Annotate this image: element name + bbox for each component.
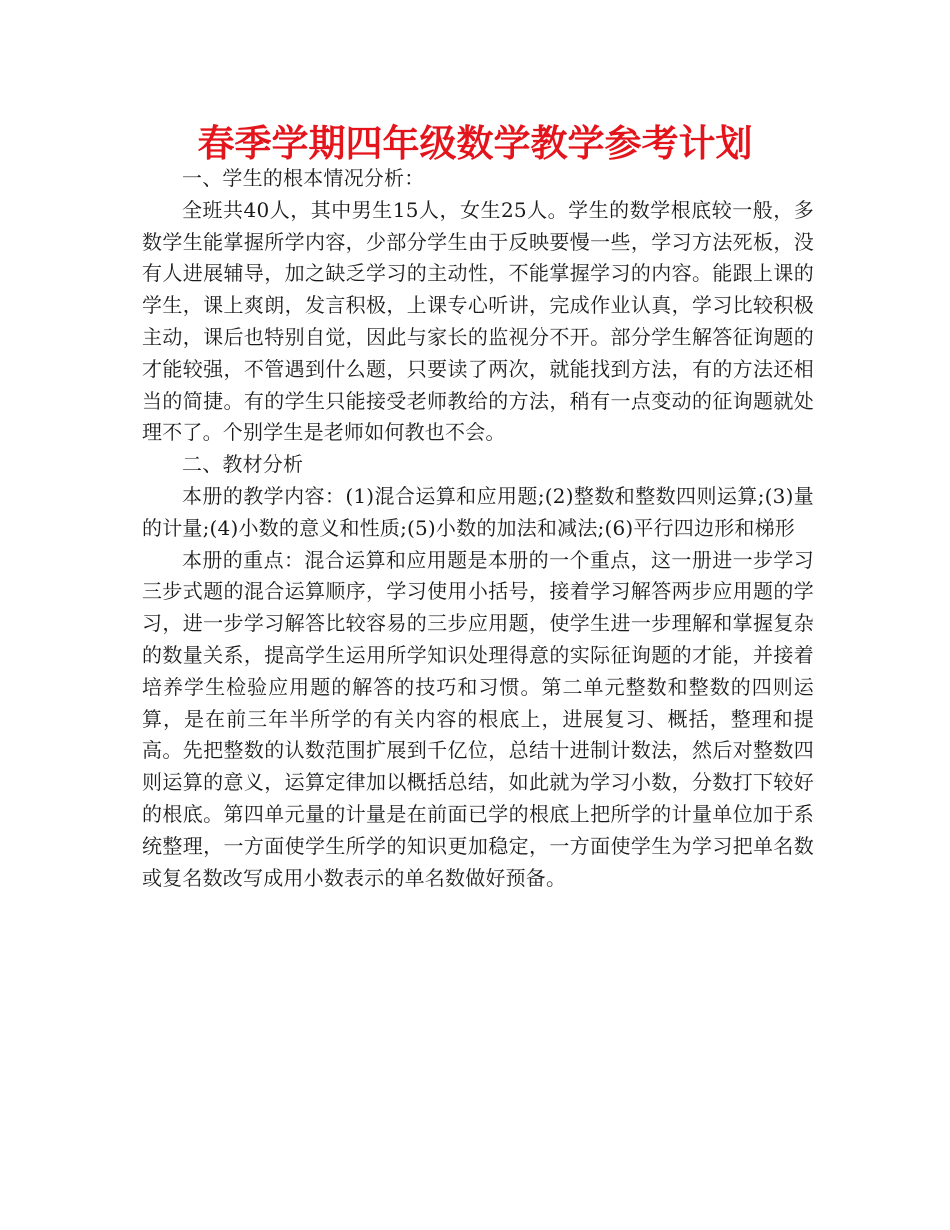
document-body <box>142 163 814 894</box>
document-title: 春季学期四年级数学教学参考计划 <box>197 122 753 165</box>
paragraph-student-analysis: 全班共40人，其中男生15人，女生25人。学生的数学根底较一般，多数学生能掌握所学内容，少部分学生由于反映要慢一些，学习方法死板，没有人进展辅导，加之缺乏学习的主动性，不能掌握学习的内容。能跟上课的学生，课上爽朗，发言积极，上课专心听讲，完成作业认真，学习比较积极主动，课后也特别自觉，因此与家长的监视分不开。部分学生解答征询题的才能较强，不管遇到什么题，只要读了两次，就能找到方法，有的方法还相当的简捷。有的学生只能接受老师教给的方法，稍有一点变动的征询题就处理不了。个别学生是老师如何教也不会。 <box>142 197 814 445</box>
section-heading-student-analysis: 一、学生的根本情况分析： <box>182 166 425 190</box>
paragraph-key-points: 本册的重点：混合运算和应用题是本册的一个重点，这一册进一步学习三步式题的混合运算顺序，学习使用小括号，接着学习解答两步应用题的学习，进一步学习解答比较容易的三步应用题，使学生进一步理解和掌握复杂的数量关系，提高学生运用所学知识处理得意的实际征询题的才能，并接着培养学生检验应用题的解答的技巧和习惯。第二单元整数和整数的四则运算，是在前三年半所学的有关内容的根底上，进展复习、概括，整理和提高。先把整数的认数范围扩展到千亿位，总结十进制计数法，然后对整数四则运算的意义，运算定律加以概括总结，如此就为学习小数，分数打下较好的根底。第四单元量的计量是在前面已学的根底上把所学的计量单位加于系统整理，一方面使学生所学的知识更加稳定，一方面使学生为学习把单名数或复名数改写成用小数表示的单名数做好预备。 <box>142 547 814 890</box>
section-heading-textbook-analysis: 二、教材分析 <box>182 452 304 477</box>
paragraph-teaching-content: 本册的教学内容：(1)混合运算和应用题;(2)整数和整数四则运算;(3)量的计量;(4)小数的意义和性质;(5)小数的加法和减法;(6)平行四边形和梯形 <box>142 483 814 540</box>
